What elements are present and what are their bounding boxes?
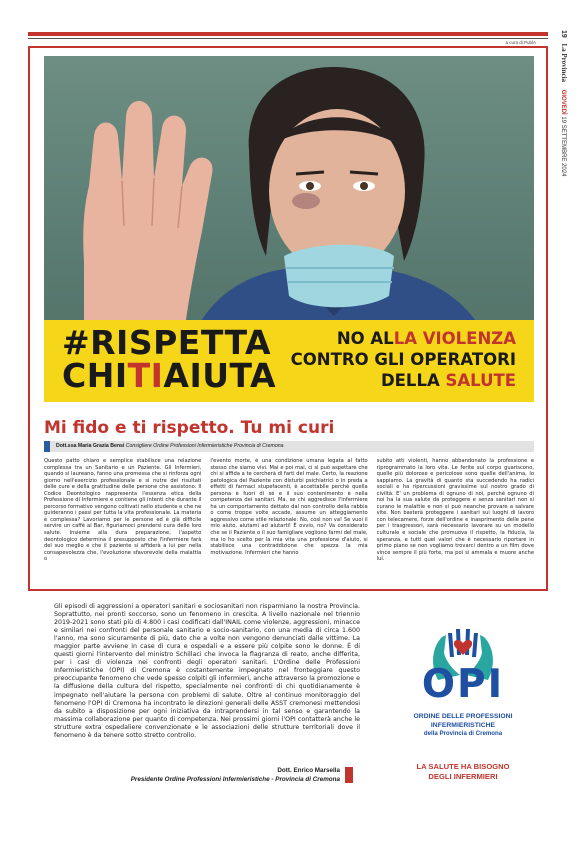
slogan-part-della: DELLA xyxy=(380,371,446,390)
article-author-role: Consigliere Ordine Professioni Infermieristiche Provincia di Cremona xyxy=(125,443,284,449)
article-columns xyxy=(44,458,534,588)
article-column-2: l'evento morte, è una condizione umana legata al fatto stesso che siamo vivi. Mai e poi mai, ci si può aspettare che chi si affida a te cercherà di farti del male. Certo, la reazione patologica del Paziente con disturbi psichiatrici o in preda a effetti di farmaci stupefacenti, è accettabile perché quella persona è fuori di sé e il suo contenimento è nella competenza dei sanitari. Ma, se chi aggredisce l'infermiere ha un comportamento dettato dal non controllo della rabbia o come troppe volte accade, assume un atteggiamento aggressivo come stile relazionale: No, così non va! Se vuoi il mio aiuto, aiutami ad aiutarti! È ovvio, no? Va considerato che se il Paziente o il suo famigliare vogliono farmi del male, ma io ho scelto per la mia vita una professione d'aiuto, si stabilisce una contraddizione che spezza la mia motivazione. Infermieri che hanno xyxy=(210,458,368,556)
side-strip xyxy=(556,30,570,230)
publication-date: 19 SETTEMBRE 2024 xyxy=(560,116,566,177)
opi-name-line-1: ORDINE DELLE PROFESSIONI xyxy=(413,713,513,720)
campaign-banner xyxy=(44,320,534,402)
opi-tagline xyxy=(398,762,528,782)
page-number: 19 xyxy=(560,30,567,38)
slogan-part-la: LA xyxy=(393,329,417,348)
side-strip-text xyxy=(560,30,568,176)
slogan-line-1 xyxy=(291,328,516,349)
campaign-frame xyxy=(28,46,548,591)
opi-name-line-2: INFERMIERISTICHE xyxy=(430,721,496,729)
byline-accent-bar xyxy=(44,441,50,452)
publication-day: GIOVEDÌ xyxy=(560,89,566,115)
top-rule-thin xyxy=(28,38,548,39)
article-author: Dott.ssa Maria Grazia Bensi xyxy=(56,443,125,449)
hashtag-part-aiuta: AIUTA xyxy=(163,356,277,395)
statement-signature xyxy=(120,767,340,784)
slogan-part-no-al: NO AL xyxy=(336,329,394,348)
article-byline xyxy=(44,441,534,452)
slogan-line-3 xyxy=(291,370,516,391)
campaign-slogan xyxy=(291,328,516,391)
nurse-stop-hand-illustration xyxy=(44,56,534,334)
top-rule xyxy=(28,32,548,36)
hashtag-line-1: #RISPETTA xyxy=(62,323,272,362)
article-column-3: subito atti violenti, hanno abbandonato la professione e riprogrammato la loro vita. Le ferite sul corpo guariscono, quelle più dolorose e pericolose sono quelle dell'anima, lo sappiamo. La gravità di quanto sta succedendo ha radici sociali e ha ripercussioni gravissime sul nostro grado di civiltà. E' un problema di ognuno di noi, perché ognuno di noi ha la sua salute da proteggere e senza sanitari non si curano le malattie e non si può neanche provare a salvare vite. Non basterà proteggere i sanitari sui luoghi di lavoro con telecamere, forze dell'ordine e inasprimento delle pene per i trasgressori, sarà necessario lavorare su un modello culturale e sociale che promuova il rispetto, la fiducia, la speranza, e tutti quei valori che è necessario riportare in primo piano se non vogliamo trovarci dentro a un film dove vince sempre il più forte, ma poi si ammala e muore anche lui. xyxy=(376,458,534,563)
tagline-line-1: LA SALUTE HA BISOGNO xyxy=(416,762,510,771)
curated-by: a cura di PublA xyxy=(505,40,536,45)
campaign-hashtag xyxy=(62,323,277,395)
signatory-role: Presidente Ordine Professioni Infermieristiche - Provincia di Cremona xyxy=(130,775,340,783)
signatory-name: Dott. Enrico Marsella xyxy=(277,767,340,774)
hashtag-part-chi: CHI xyxy=(62,356,128,395)
publication-name: La Provincia xyxy=(560,43,568,83)
signature-accent-bar xyxy=(345,767,353,783)
hashtag-line-2 xyxy=(62,356,277,395)
statement-text: Gli episodi di aggressioni a operatori sanitari e sociosanitari non risparmiano la nostra Provincia. Soprattutto, nei pronti soccorso, sono un fenomeno in crescita. A livello nazionale nel triennio 2019-2021 sono stati più di 4.800 i casi codificati dall'INAIL come violenze, aggressioni, minacce e similari nei confronti del personale sanitario e socio-sanitario, con una media di circa 1.600 l'anno, ma sono sicuramente di più, dato che a volte non vengono denunciati dalle vittime. La maggior parte avviene in case di cura e ospedali e a essere più colpite sono le donne. È di questi giorni l'intervento del ministro Schillaci che invoca la flagranza di reato, anche differita, per i casi di violenza nei confronti degli operatori sanitari. L'Ordine delle Professioni Infermieristiche (OPI) di Cremona è costantemente impegnato nel fronteggiare questo preoccupante fenomeno che vede spesso colpiti gli infermieri, anche attraverso la promozione e la diffusione della cultura del rispetto, specialmente nei confronti di chi quotidianamente è impegnato nell'aiutare la persona con problemi di salute. Oltre al continuo monitoraggio del fenomeno l'OPI di Cremona ha incontrato le direzioni generali delle ASST cremonesi mettendosi da subito a disposizione per ogni iniziativa da intraprendersi in tal senso e garantendo la massima collaborazione per quanto di competenza. Nei prossimi giorni l'OPI contatterà anche le strutture extra ospedaliere convenzionate e le associazioni delle strutture territoriali dove il fenomeno è da tenere sotto stretto controllo. xyxy=(54,603,360,739)
hashtag-part-ti: TI xyxy=(127,356,164,395)
slogan-line-2: CONTRO GLI OPERATORI xyxy=(290,350,516,369)
opi-logo-word: OPI xyxy=(421,662,505,707)
opi-full-name xyxy=(398,713,528,739)
slogan-part-violenza: VIOLENZA xyxy=(416,329,516,348)
article-title: Mi fido e ti rispetto. Tu mi curi xyxy=(44,418,335,438)
slogan-part-salute: SALUTE xyxy=(445,371,516,390)
tagline-line-2: DEGLI INFERMIERI xyxy=(428,771,498,781)
campaign-photo xyxy=(44,56,534,334)
opi-name-line-3: della Provincia di Cremona xyxy=(423,730,503,737)
article-column-1: Questo patto chiaro e semplice stabilisce una relazione complessa tra un Sanitario e un Paziente. Gli Infermieri, quando si laureano, fanno una promessa che si rinforza ogni giorno nell'esercizio professionale e si nutre dei risultati delle cure e della gratitudine delle persone che assistono. Il Codice Deontologico rappresenta l'essenza etica della Professione di Infermiere e contiene gli intenti che durante il percorso formativo vengono coltivati nello studente e che ne guideranno i passi per tutta la vita professionale. La materia è complessa? Lavoriamo per le persone ed è già difficile servire un caffè al Bar, figuriamoci prendersi cura delle loro salute. Insieme alla dura preparazione, l'aspetto deontologico determina il presupposto che l'infermiere farà del suo meglio e che il paziente si affiderà a lui per nella consapevolezza che, l'evoluzione sfavorevole della malattia o xyxy=(44,458,202,563)
